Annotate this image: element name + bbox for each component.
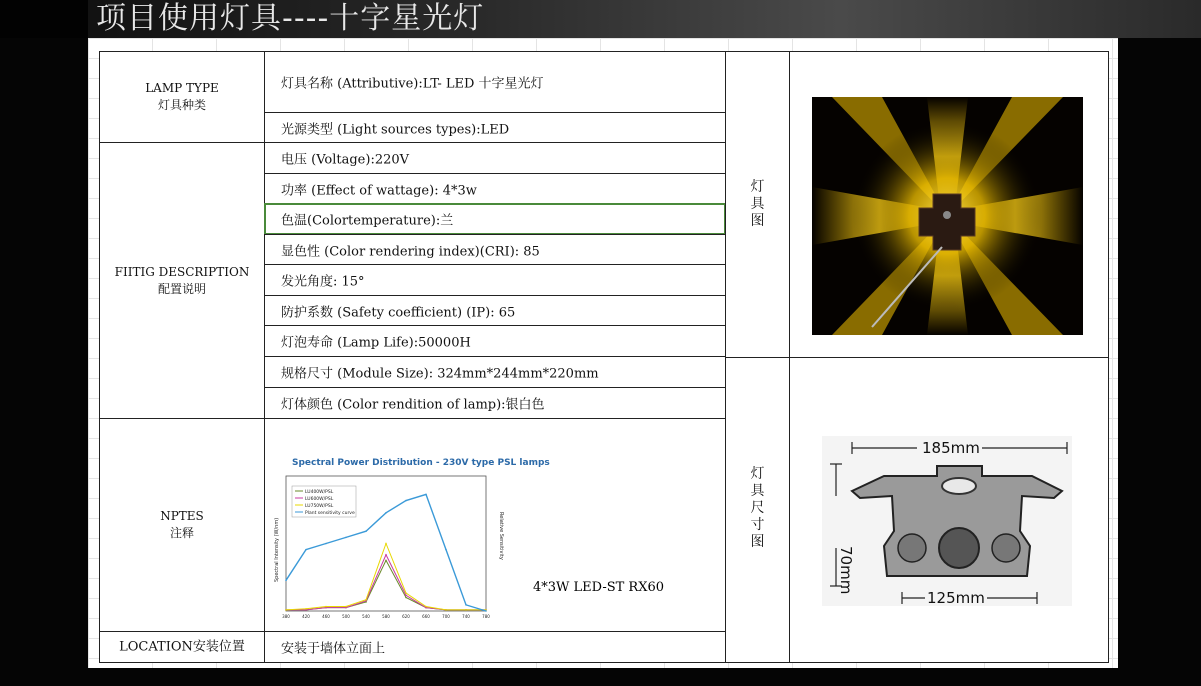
- spec-row-source[interactable]: [264, 112, 726, 143]
- spec-cri-text: 显色性 (Color rendering index)(CRI): 85: [281, 244, 540, 259]
- chart-point: [445, 549, 447, 551]
- spec-source-text: 光源类型 (Light sources types):LED: [281, 122, 510, 137]
- chart-point: [385, 554, 387, 556]
- chart-point: [465, 609, 467, 611]
- fitting-label-en: FIITIG DESCRIPTION: [114, 264, 250, 279]
- dim-top-width: 185mm: [922, 439, 980, 457]
- photo-label-char: 具: [750, 196, 765, 212]
- chart-ylabel: Spectral Intensity (W/nm): [274, 517, 280, 582]
- chart-x-tick-label: 380: [282, 614, 290, 619]
- page-title: 项目使用灯具----十字星光灯: [96, 1, 485, 36]
- spec-color-temp-text: 色温(Colortemperature):兰: [281, 213, 454, 229]
- chart-x-tick-label: 660: [422, 614, 430, 619]
- fitting-label-cn: 配置说明: [157, 281, 206, 296]
- chart-x-tick-label: 420: [302, 614, 310, 619]
- title-bar: [0, 0, 1201, 38]
- spec-life-text: 灯泡寿命 (Lamp Life):50000H: [281, 335, 471, 351]
- location-value-cell[interactable]: [264, 631, 726, 663]
- notes-label-en: NPTES: [160, 509, 204, 523]
- fitting-label-cell: [99, 142, 265, 419]
- dims-label-char: 具: [750, 483, 765, 499]
- chart-point: [405, 597, 407, 599]
- chart-x-tick-label: 580: [382, 614, 390, 619]
- chart-x-tick-label: 540: [362, 614, 370, 619]
- spec-name-text: 灯具名称 (Attributive):LT- LED 十字星光灯: [281, 76, 544, 92]
- chart-point: [385, 512, 387, 514]
- chart-legend-label: Plant sensitivity curve: [305, 510, 355, 516]
- chart-point: [365, 530, 367, 532]
- spec-color-text: 灯体颜色 (Color rendition of lamp):银白色: [281, 397, 545, 413]
- spec-angle-text: 发光角度: 15°: [281, 274, 365, 290]
- model-label: 4*3W LED-ST RX60: [533, 580, 665, 595]
- spec-row-color[interactable]: [264, 387, 726, 419]
- spec-size-text: 规格尺寸 (Module Size): 324mm*244mm*220mm: [281, 366, 599, 382]
- chart-legend-label: LU750W/PSL: [305, 503, 334, 509]
- chart-point: [385, 543, 387, 545]
- chart-point: [425, 494, 427, 496]
- dims-label-char: 灯: [750, 466, 765, 482]
- title-accent: [0, 0, 88, 38]
- spec-row-life[interactable]: [264, 325, 726, 357]
- spec-voltage-text: 电压 (Voltage):220V: [281, 152, 410, 168]
- chart-point: [405, 594, 407, 596]
- spectral-chart: [270, 470, 510, 622]
- spec-row-angle[interactable]: [264, 264, 726, 296]
- chart-point: [285, 609, 287, 611]
- lamp-type-label-en: LAMP TYPE: [145, 81, 219, 95]
- dim-height: 70mm: [837, 546, 855, 595]
- chart-title: Spectral Power Distribution - 230V type PSL lamps: [292, 458, 550, 468]
- spec-row-color-temp[interactable]: [264, 203, 726, 235]
- chart-x-tick-label: 740: [462, 614, 470, 619]
- chart-y2label: Relative Sensitivity: [498, 512, 504, 560]
- chart-x-tick-label: 780: [482, 614, 490, 619]
- dims-label-char: 尺: [750, 500, 765, 516]
- photo-label-char: 灯: [750, 179, 765, 195]
- chart-x-tick-label: 620: [402, 614, 410, 619]
- chart-point: [325, 606, 327, 608]
- dims-label-cell: [725, 357, 790, 663]
- photo-label-char: 图: [750, 213, 765, 229]
- chart-point: [345, 606, 347, 608]
- notes-label-cn: 注释: [169, 526, 194, 540]
- chart-point: [285, 580, 287, 582]
- lamp-type-label-cn: 灯具种类: [157, 98, 206, 112]
- lamp-type-label-cell: [99, 51, 265, 143]
- chart-point: [465, 604, 467, 606]
- chart-point: [345, 537, 347, 539]
- dims-label-char: 图: [750, 534, 765, 550]
- chart-point: [365, 599, 367, 601]
- photo-label-cell: [725, 51, 790, 358]
- dim-bottom-width: 125mm: [927, 589, 985, 606]
- spec-wattage-text: 功率 (Effect of wattage): 4*3w: [281, 183, 477, 198]
- chart-point: [405, 592, 407, 594]
- location-label: LOCATION安装位置: [119, 639, 245, 655]
- chart-point: [425, 606, 427, 608]
- dims-label-char: 寸: [750, 517, 765, 533]
- spec-row-size[interactable]: [264, 356, 726, 388]
- spec-row-wattage[interactable]: [264, 173, 726, 204]
- notes-label-cell: [99, 418, 265, 632]
- spec-row-cri[interactable]: [264, 234, 726, 265]
- chart-point: [325, 543, 327, 545]
- chart-point: [445, 609, 447, 611]
- chart-point: [385, 560, 387, 562]
- chart-point: [485, 610, 487, 612]
- location-label-cell: [99, 631, 265, 663]
- spec-ip-text: 防护系数 (Safety coefficient) (IP): 65: [281, 305, 516, 320]
- lamp-photo: [812, 97, 1083, 335]
- spec-row-ip[interactable]: [264, 295, 726, 326]
- chart-point: [305, 608, 307, 610]
- chart-legend-label: LU600W/PSL: [305, 496, 334, 502]
- spec-row-name[interactable]: [264, 51, 726, 113]
- chart-x-tick-label: 500: [342, 614, 350, 619]
- location-value: 安装于墙体立面上: [281, 641, 386, 657]
- chart-point: [305, 549, 307, 551]
- dimension-drawing: [822, 436, 1072, 606]
- spec-row-voltage[interactable]: [264, 142, 726, 174]
- chart-x-tick-label: 460: [322, 614, 330, 619]
- chart-point: [405, 500, 407, 502]
- chart-legend-label: LU400W/PSL: [305, 489, 334, 495]
- chart-x-tick-label: 700: [442, 614, 450, 619]
